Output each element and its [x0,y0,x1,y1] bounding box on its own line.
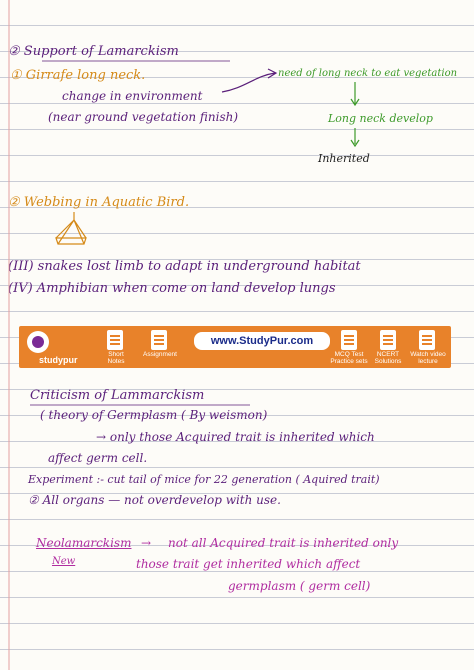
germplasm-theory: ( theory of Germplasm ( By weismon) [40,408,268,422]
neolamarckism-term: Neolamarckism [36,536,132,550]
change-in-environment: change in environment [62,89,203,103]
long-neck-develop: Long neck develop [328,112,433,125]
ncert-line1: NCERT [376,351,400,358]
neolamarckism-def-line3: germplasm ( germ cell) [228,579,371,593]
short-notes-link[interactable]: Short Notes [107,351,125,365]
inherited-label: Inherited [318,152,370,165]
webbed-foot-sketch [56,212,86,244]
neolamarckism-arrow: → [141,536,152,550]
experiment-line: Experiment :- cut tail of mice for 22 generation ( Aquired trait) [28,473,380,486]
support-heading: ② Support of Lamarckism [8,44,179,59]
new-label: New [52,556,76,567]
mcq-line2: Practice sets [330,357,368,365]
watch-line1: Watch video [410,351,446,358]
ncert-line2: Solutions [374,357,402,365]
affect-germ-cell: affect germ cell. [48,451,148,465]
criticism-heading: Criticism of Lammarckism [30,388,205,403]
curved-arrow-line [222,73,275,92]
watch-line2: lecture [418,357,438,365]
neolamarckism-def-line1: not all Acquired trait is inherited only [168,536,399,550]
point-snakes: (III) snakes lost limb to adapt in underground habitat [8,259,361,274]
studypur-brand: studypur [39,355,78,365]
studypur-url-link[interactable]: www.StudyPur.com [194,332,330,350]
need-long-neck: need of long neck to eat vegetation [278,68,458,79]
only-acquired-inherited: → only those Acquired trait is inherited which [96,430,375,444]
mcq-line1: MCQ Test [334,351,364,358]
assignment-link[interactable]: Assignment [143,351,177,358]
all-organs-line: ② All organs — not overdevelop with use. [28,493,281,507]
near-ground-vegetation: (near ground vegetation finish) [48,110,239,124]
neolamarckism-def-line2: those trait get inherited which affect [136,557,361,571]
point-giraffe: ① Girrafe long neck. [10,68,146,83]
point-amphibian: (IV) Amphibian when come on land develop lungs [8,281,336,296]
point-webbing: ② Webbing in Aquatic Bird. [8,195,190,210]
